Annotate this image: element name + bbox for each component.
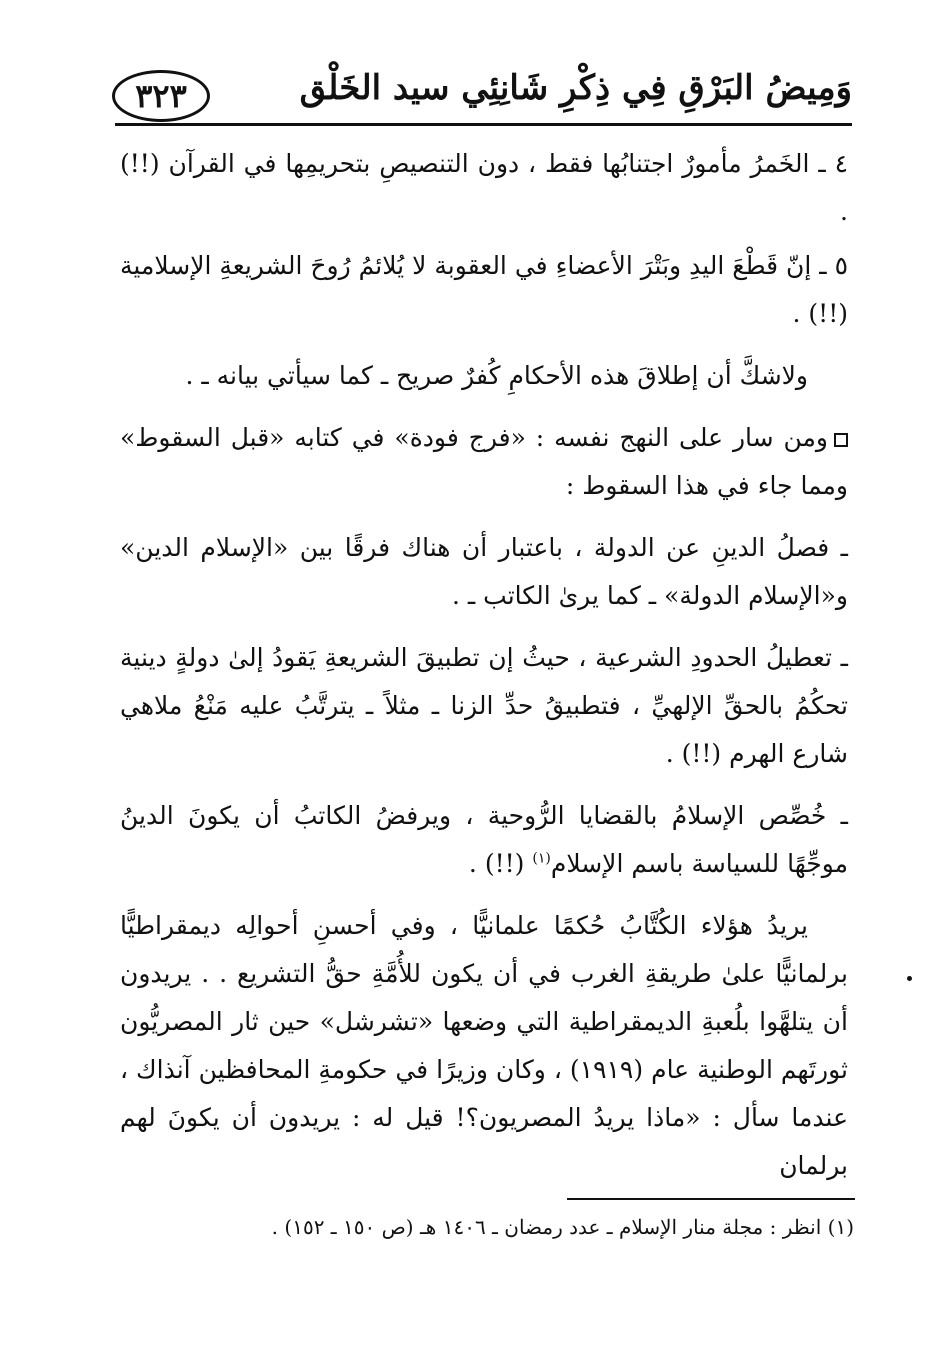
margin-dot bbox=[907, 976, 912, 981]
list-item-5: ٥ ـ إنّ قَطْعَ اليدِ وبَتْرَ الأعضاءِ في العقوبة لا يُلائمُ رُوحَ الشريعةِ الإسلامية (!!) . bbox=[120, 251, 848, 328]
footnote-reference: (١) bbox=[532, 850, 551, 867]
paragraph-farag-foda-text: ومن سار على النهج نفسه : «فرج فودة» في كتابه «قبل السقوط» ومما جاء في هذا السقوط : bbox=[120, 423, 848, 500]
point-separation: ـ فصلُ الدينِ عن الدولة ، باعتبار أن هناك فرقًا بين «الإسلام الدين» و«الإسلام الدولة» ـ كما يرىٰ الكاتب ـ . bbox=[120, 533, 848, 610]
point-hudud: ـ تعطيلُ الحدودِ الشرعية ، حيثُ إن تطبيقَ الشريعةِ يَقودُ إلىٰ دولةٍ دينية تحكُمُ بالحقِّ الإلهيِّ ، فتطبيقُ حدِّ الزنا ـ مثلاً ـ يترتَّبُ عليه مَنْعُ ملاهي شارع الهرم (!!) . bbox=[120, 643, 848, 768]
paragraph-ruling: ولاشكَّ أن إطلاقَ هذه الأحكامِ كُفرٌ صريح ـ كما سيأتي بيانه ـ . bbox=[185, 361, 808, 390]
point-spiritual-text: ـ خُصِّص الإسلامُ بالقضايا الرُّوحية ، ويرفضُ الكاتبُ أن يكونَ الدينُ موجِّهًا للسياسة باسم الإسلام bbox=[120, 801, 848, 878]
paragraph-farag-foda bbox=[120, 414, 848, 510]
list-item-4: ٤ ـ الخَمرُ مأمورٌ اجتنابُها فقط ، دون التنصيصِ بتحريمِها في القرآن (!!) . bbox=[120, 149, 848, 226]
page-number: ٣٢٣ bbox=[135, 77, 187, 115]
page-number-badge bbox=[112, 70, 210, 122]
point-spiritual-end: (!!) . bbox=[468, 849, 525, 878]
running-header-title: وَمِيضُ البَرْقِ فِي ذِكْرِ شَانِئِي سيد الخَلْق bbox=[299, 68, 852, 108]
paragraph-democracy: يريدُ هؤلاء الكُتَّابُ حُكمًا علمانيًّا ، وفي أحسنِ أحوالِه ديمقراطيًّا برلمانيًّا علىٰ طريقةِ الغرب في أن يكون للأُمَّةِ حقُّ التشريع . . يريدون أن يتلهَّوا بلُعبةِ الديمقراطية التي وضعها «تشرشل» حين ثار المصريُّون ثورتَهم الوطنية عام (١٩١٩) ، وكان وزيرًا في حكومةِ المحافظين آنذاك ، عندما سأل : «ماذا يريدُ المصريون؟! قيل له : يريدون أن يكونَ لهم برلمان bbox=[120, 911, 848, 1180]
point-spiritual bbox=[120, 792, 848, 888]
header-rule bbox=[115, 123, 852, 126]
main-text bbox=[120, 140, 848, 1204]
footnote-rule bbox=[567, 1198, 855, 1200]
footnote: (١) انظر : مجلة منار الإسلام ـ عدد رمضان ـ ١٤٠٦ هـ (ص ١٥٠ ـ ١٥٢) . bbox=[271, 1215, 854, 1239]
square-bullet-icon bbox=[834, 433, 848, 447]
running-header bbox=[112, 60, 852, 130]
